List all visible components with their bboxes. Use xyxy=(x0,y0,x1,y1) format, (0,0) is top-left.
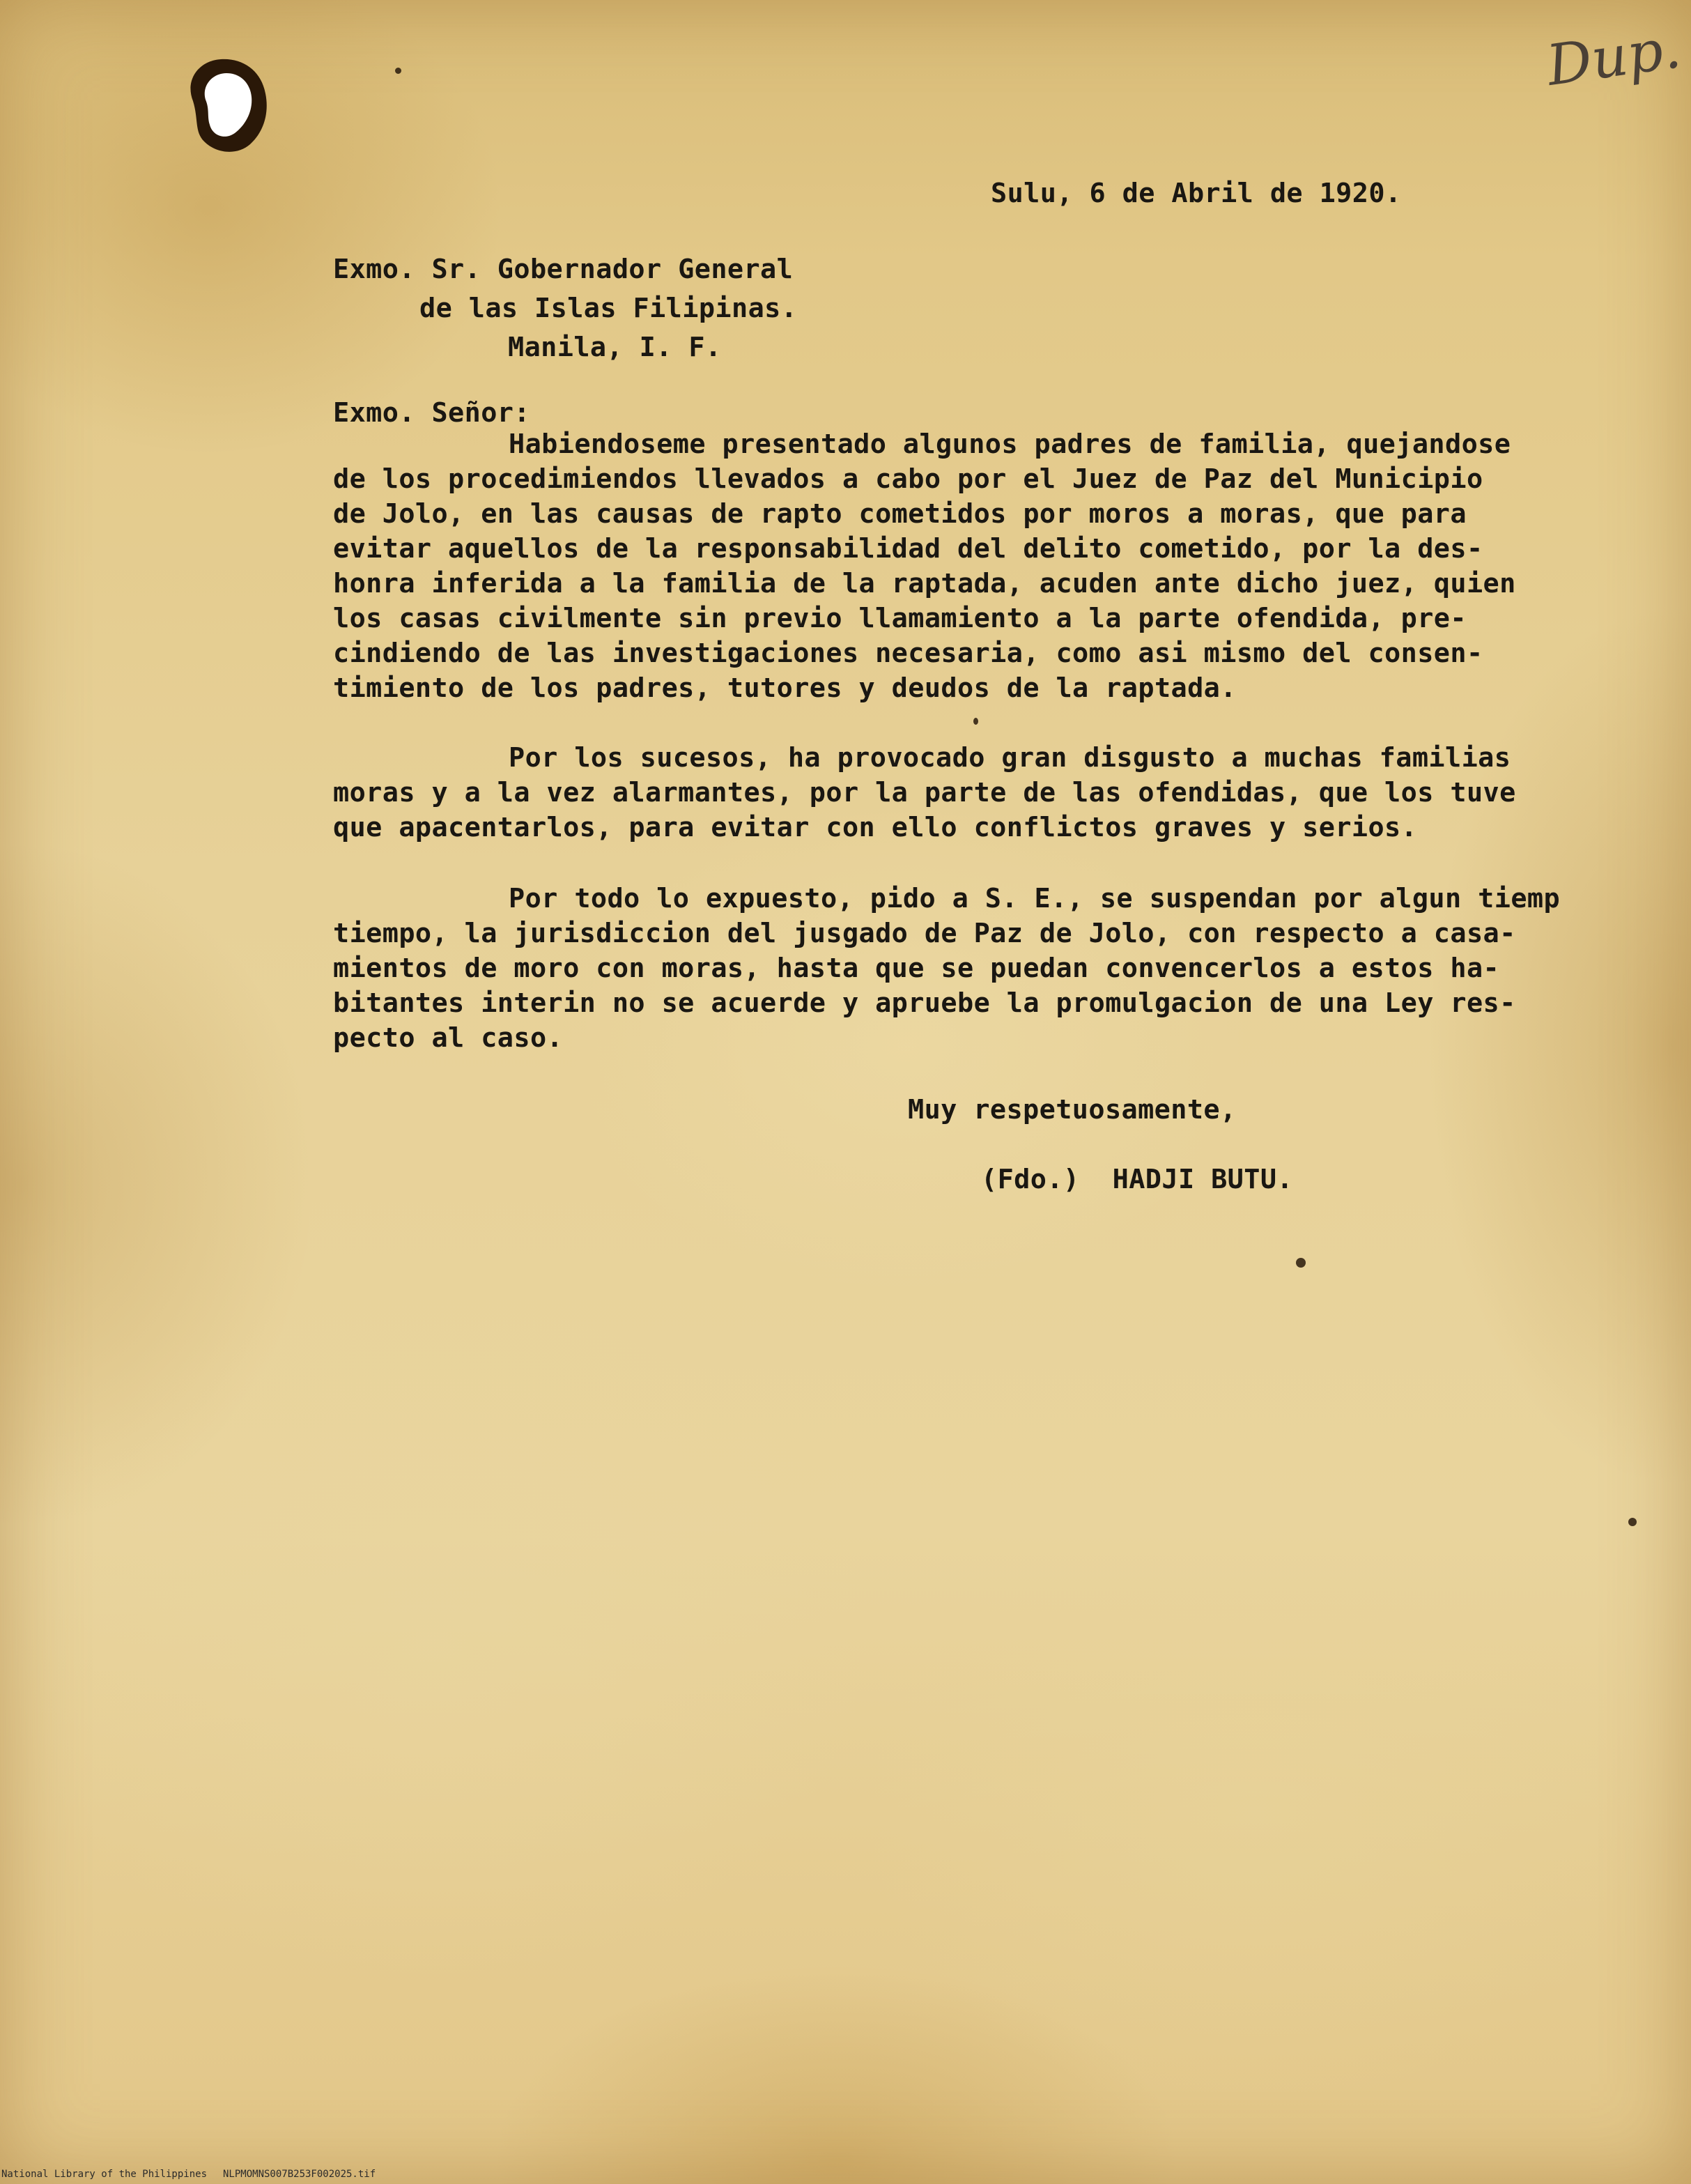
paragraph-1-line: timiento de los padres, tutores y deudos de la raptada. xyxy=(333,672,1237,704)
addressee-line-3: Manila, I. F. xyxy=(508,332,722,363)
paragraph-3-line: pecto al caso. xyxy=(333,1022,564,1054)
paragraph-1 xyxy=(333,427,1516,706)
paragraph-1-line: los casas civilmente sin previo llamamiento a la parte ofendida, pre- xyxy=(333,603,1467,634)
addressee-line-1: Exmo. Sr. Gobernador General xyxy=(333,254,794,285)
paragraph-3-line: bitantes interin no se acuerde y apruebe la promulgacion de una Ley res- xyxy=(333,987,1516,1019)
salutation: Exmo. Señor: xyxy=(333,397,530,429)
paragraph-1-line: evitar aquellos de la responsabilidad del delito cometido, por la des- xyxy=(333,533,1483,564)
ink-speck xyxy=(1296,1258,1306,1268)
paragraph-1-line: honra inferida a la familia de la raptada, acuden ante dicho juez, quien xyxy=(333,568,1516,599)
paragraph-1-line: de Jolo, en las causas de rapto cometidos por moros a moras, que para xyxy=(333,498,1467,530)
paragraph-1-line: Habiendoseme presentado algunos padres de familia, quejandose xyxy=(509,429,1511,460)
paragraph-1-line: de los procedimiendos llevados a cabo por el Juez de Paz del Municipio xyxy=(333,463,1483,495)
paragraph-3-line: mientos de moro con moras, hasta que se puedan convencerlos a estos ha- xyxy=(333,953,1500,984)
paragraph-2-line: Por los sucesos, ha provocado gran disgusto a muchas familias xyxy=(509,742,1511,774)
ink-speck xyxy=(395,68,401,74)
scan-footer-file-id: NLPMOMNS007B253F002025.tif xyxy=(223,2169,376,2180)
ink-speck xyxy=(973,718,978,725)
paragraph-3-line: Por todo lo expuesto, pido a S. E., se suspendan por algun tiemp xyxy=(509,883,1561,914)
signature: (Fdo.) HADJI BUTU. xyxy=(981,1164,1294,1195)
paragraph-1-line: cindiendo de las investigaciones necesaria, como asi mismo del consen- xyxy=(333,638,1483,669)
paragraph-2-line: moras y a la vez alarmantes, por la parte de las ofendidas, que los tuve xyxy=(333,777,1516,808)
addressee-line-2: de las Islas Filipinas. xyxy=(419,293,798,324)
scan-footer-institution: National Library of the Philippines xyxy=(1,2169,208,2180)
burn-hole xyxy=(178,52,275,157)
paragraph-2-line: que apacentarlos, para evitar con ello conflictos graves y serios. xyxy=(333,812,1418,843)
paragraph-3 xyxy=(333,882,1560,1056)
paragraph-3-line: tiempo, la jurisdiccion del jusgado de Paz de Jolo, con respecto a casa- xyxy=(333,918,1516,949)
closing: Muy respetuosamente, xyxy=(908,1094,1237,1125)
handwritten-annotation: Dup. xyxy=(1543,15,1685,98)
ink-speck xyxy=(1628,1518,1637,1526)
date-line: Sulu, 6 de Abril de 1920. xyxy=(991,178,1402,209)
paragraph-2 xyxy=(333,741,1516,845)
